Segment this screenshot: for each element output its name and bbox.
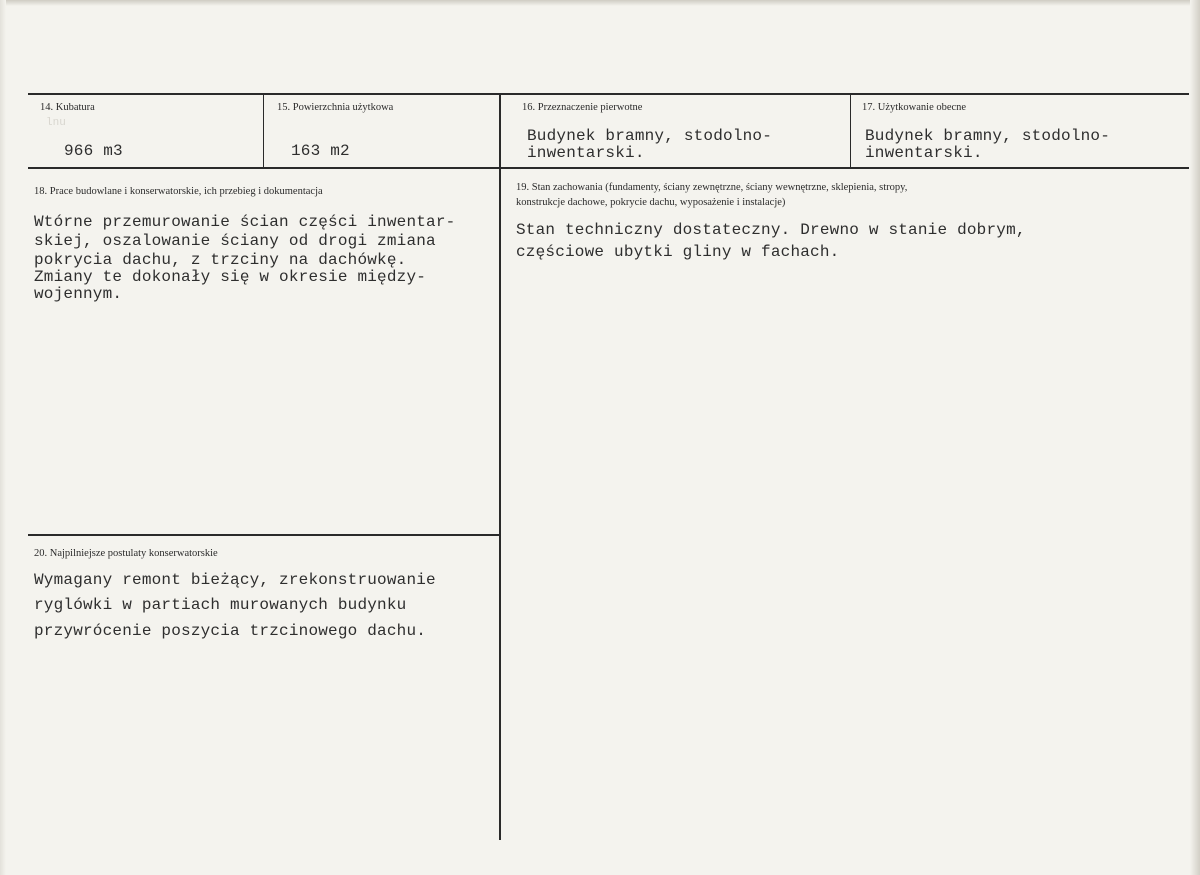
field18-line-1: Wtórne przemurowanie ścian części inwentar-	[34, 213, 456, 231]
row-divider	[28, 167, 1189, 169]
field18-line-5: wojennym.	[34, 285, 123, 303]
field15-value: 163 m2	[291, 142, 350, 160]
card-edge-right	[1190, 0, 1200, 875]
field16-line-2: inwentarski.	[527, 144, 645, 162]
field18-line-3: pokrycia dachu, z trzciny na dachówkę.	[34, 251, 407, 269]
top-rule	[28, 93, 1189, 95]
field14-label: 14. Kubatura	[40, 102, 95, 113]
field20-line-1: Wymagany remont bieżący, zrekonstruowanie	[34, 571, 436, 589]
divider-16-17	[850, 95, 851, 168]
field17-line-2: inwentarski.	[865, 144, 983, 162]
card-edge-top	[0, 0, 1200, 6]
field16-label: 16. Przeznaczenie pierwotne	[522, 102, 643, 113]
field19-label-line-1: 19. Stan zachowania (fundamenty, ściany zewnętrzne, ściany wewnętrzne, sklepienia, stropy,	[516, 182, 908, 193]
divider-center	[499, 95, 501, 840]
card-edge-left	[0, 0, 6, 875]
field18-label: 18. Prace budowlane i konserwatorskie, ich przebieg i dokumentacja	[34, 186, 323, 197]
field17-line-1: Budynek bramny, stodolno-	[865, 127, 1111, 145]
field16-line-1: Budynek bramny, stodolno-	[527, 127, 773, 145]
field17-label: 17. Użytkowanie obecne	[862, 102, 967, 113]
field18-line-4: Zmiany te dokonały się w okresie między-	[34, 268, 427, 286]
field15-label: 15. Powierzchnia użytkowa	[277, 102, 394, 113]
field20-line-2: ryglówki w partiach murowanych budynku	[34, 596, 407, 614]
field19-line-1: Stan techniczny dostateczny. Drewno w stanie dobrym,	[516, 221, 1026, 239]
divider-14-15	[263, 95, 264, 168]
field19-label-line-2: konstrukcje dachowe, pokrycie dachu, wyposażenie i instalacje)	[516, 197, 786, 208]
field19-line-2: częściowe ubytki gliny w fachach.	[516, 243, 840, 261]
field14-faint-mark: lnu	[46, 117, 66, 129]
field18-line-2: skiej, oszalowanie ściany od drogi zmiana	[34, 232, 436, 250]
field20-label: 20. Najpilniejsze postulaty konserwatorskie	[34, 548, 218, 559]
field18-bottom-rule	[28, 534, 499, 536]
field20-line-3: przywrócenie poszycia trzcinowego dachu.	[34, 622, 427, 640]
field14-value: 966 m3	[64, 142, 123, 160]
